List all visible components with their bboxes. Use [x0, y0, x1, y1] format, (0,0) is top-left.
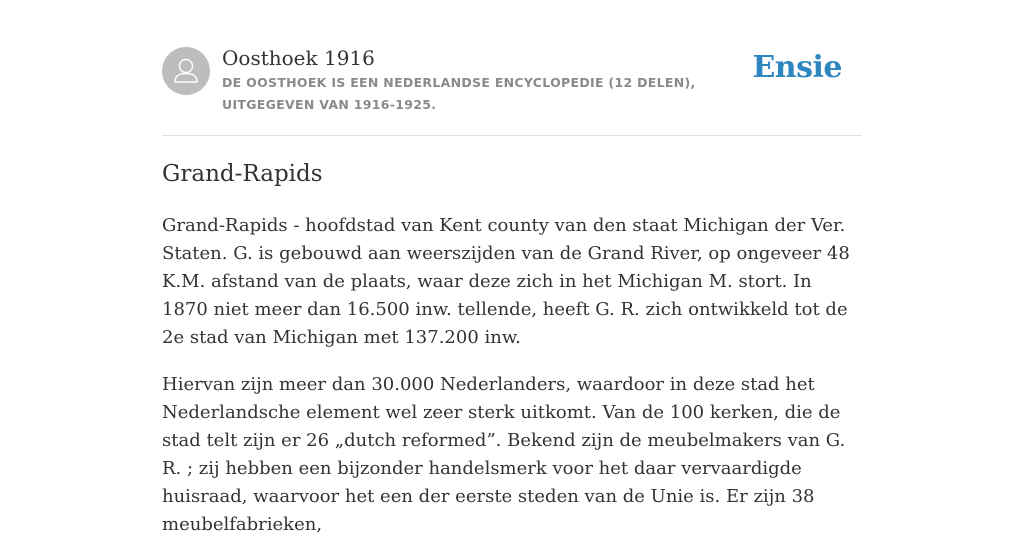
- article-body: [162, 212, 862, 558]
- source-title[interactable]: Oosthoek 1916: [222, 46, 375, 70]
- article-title: Grand-Rapids: [162, 161, 323, 187]
- avatar[interactable]: [162, 47, 210, 95]
- header-divider: [162, 135, 862, 136]
- user-icon: [162, 47, 210, 95]
- article-paragraph: Grand-Rapids - hoofdstad van Kent county van den staat Michigan der Ver. Staten. G. is gebouwd aan weerszijden van de Grand River, op ongeveer 48 K.M. afstand van de plaats, waar deze zich in het Michigan M. stort. In 1870 niet meer dan 16.500 inw. tellende, heeft G. R. zich ontwikkeld tot de 2e stad van Michigan met 137.200 inw.: [162, 215, 850, 348]
- source-description: DE OOSTHOEK IS EEN NEDERLANDSE ENCYCLOPEDIE (12 DELEN), UITGEGEVEN VAN 1916-1925.: [222, 75, 696, 112]
- article-paragraph: Hiervan zijn meer dan 30.000 Nederlanders, waardoor in deze stad het Nederlandsche element wel zeer sterk uitkomt. Van de 100 kerken, die de stad telt zijn er 26 „dutch reformed”. Bekend zijn de meubelmakers van G. R. ; zij hebben een bijzonder handelsmerk voor het daar vervaardigde huisraad, waarvoor het een der eerste steden van de Unie is. Er zijn 38 meubelfabrieken,: [162, 374, 846, 535]
- source-header: [162, 46, 862, 136]
- ensie-logo[interactable]: Ensie: [752, 50, 842, 85]
